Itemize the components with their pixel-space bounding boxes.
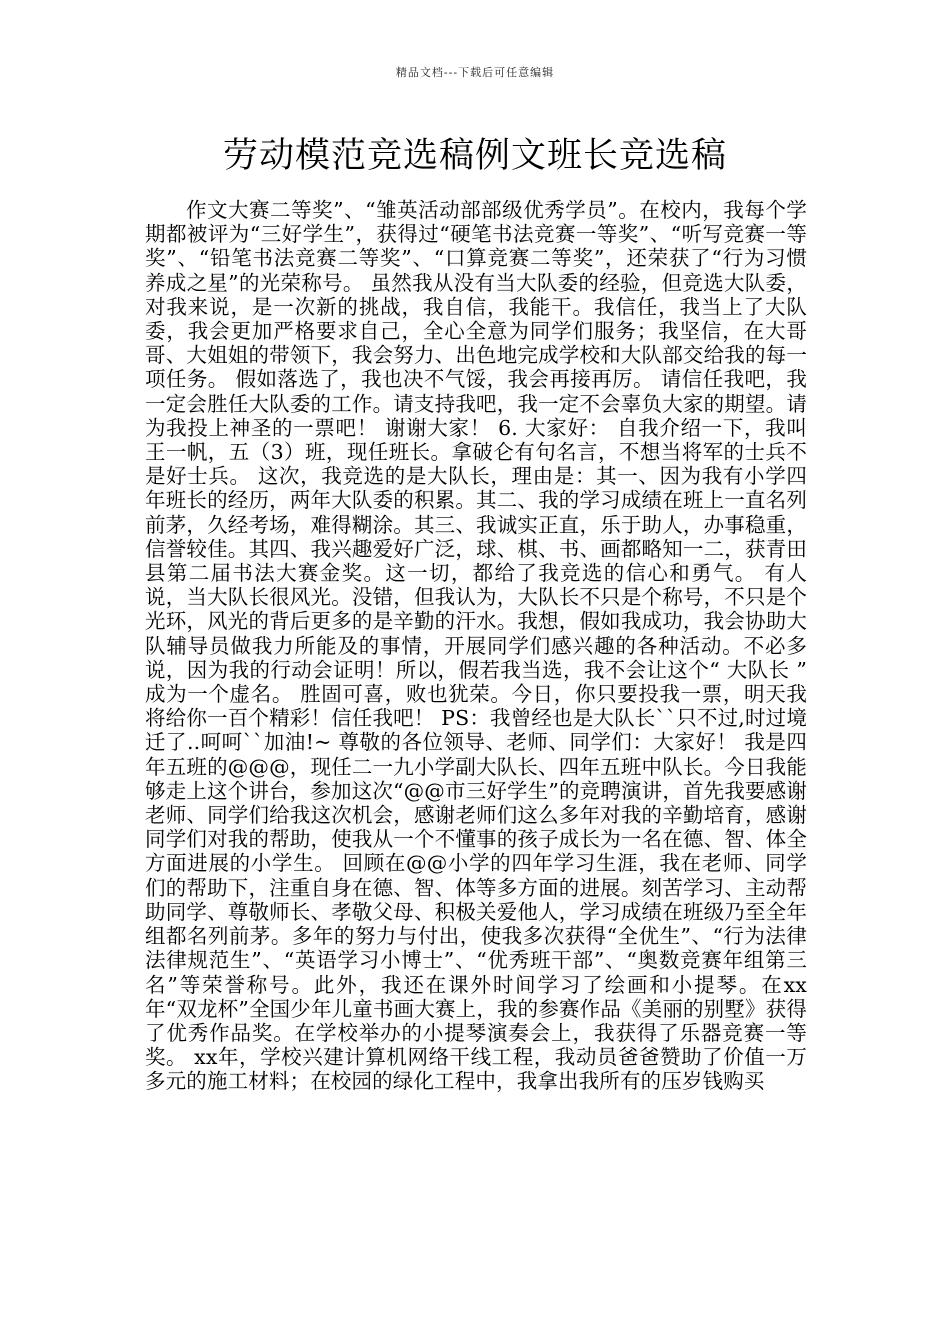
page-header-note: 精品文档---下载后可任意编辑 (395, 66, 555, 79)
document-title: 劳动模范竞选稿例文班长竞选稿 (222, 136, 727, 176)
document-body-paragraph: 作文大赛二等奖”、“雏英活动部部级优秀学员”。在校内，我每个学期都被评为“三好学生”，获得过“硬笔书法竞赛一等奖”、“听写竞赛一等奖”、“铅笔书法竞赛二等奖”、“口算竞赛二等奖”，还荣获了“行为习惯养成之星”的光荣称号。 虽然我从没有当大队委的经验，但竞选大队委，对我来说，是一次新的挑战，我自信，我能干。我信任，我当上了大队委，我会更加严格要求自己，全心全意为同学们服务；我坚信，在大哥哥、大姐姐的带领下，我会努力、出色地完成学校和大队部交给我的每一项任务。 假如落选了，我也决不气馁，我会再接再厉。 请信任我吧，我一定会胜任大队委的工作。请支持我吧，我一定不会辜负大家的期望。请为我投上神圣的一票吧！ 谢谢大家！ 6. 大家好： 自我介绍一下，我叫王一帆，五（3）班，现任班长。拿破仑有句名言，不想当将军的士兵不是好士兵。 这次，我竞选的是大队长，理由是：其一、因为我有小学四年班长的经历，两年大队委的积累。其二、我的学习成绩在班上一直名列前茅，久经考场，难得糊涂。其三、我诚实正直，乐于助人，办事稳重，信誉较佳。其四、我兴趣爱好广泛，球、棋、书、画都略知一二，获青田县第二届书法大赛金奖。这一切，都给了我竞选的信心和勇气。 有人说，当大队长很风光。没错，但我认为，大队长不只是个称号，不只是个光环，风光的背后更多的是辛勤的汗水。我想，假如我成功，我会协助大队辅导员做我力所能及的事情，开展同学们感兴趣的各种活动。不必多说，因为我的行动会证明！所以，假若我当选，我不会让这个“ 大队长 ” 成为一个虚名。 胜固可喜，败也犹荣。今日，你只要投我一票，明天我将给你一百个精彩！信任我吧！ PS：我曾经也是大队长``只不过,时过境迁了..呵呵``加油!~ 尊敬的各位领导、老师、同学们：大家好！ 我是四年五班的@@@，现任二一九小学副大队长、四年五班中队长。今日我能够走上这个讲台，参加这次“@@市三好学生”的竞聘演讲，首先我要感谢老师、同学们给我这次机会，感谢老师们这么多年对我的辛勤培育，感谢同学们对我的帮助，使我从一个不懂事的孩子成长为一名在德、智、体全方面进展的小学生。 回顾在@@小学的四年学习生涯，我在老师、同学们的帮助下，注重自身在德、智、体等多方面的进展。刻苦学习、主动帮助同学、尊敬师长、孝敬父母、积极关爱他人，学习成绩在班级乃至全年组都名列前茅。多年的努力与付出，使我多次获得“全优生”、“行为法律法律规范生”、“英语学习小博士”、“优秀班干部”、“奥数竞赛年组第三名”等荣誉称号。此外，我还在课外时间学习了绘画和小提琴。在xx年“双龙杯”全国少年儿童书画大赛上，我的参赛作品《美丽的别墅》获得了优秀作品奖。在学校举办的小提琴演奏会上，我获得了乐器竞赛一等奖。 xx年，学校兴建计算机网络干线工程，我动员爸爸赞助了价值一万多元的施工材料；在校园的绿化工程中，我拿出我所有的压岁钱购买 (145, 198, 807, 1094)
